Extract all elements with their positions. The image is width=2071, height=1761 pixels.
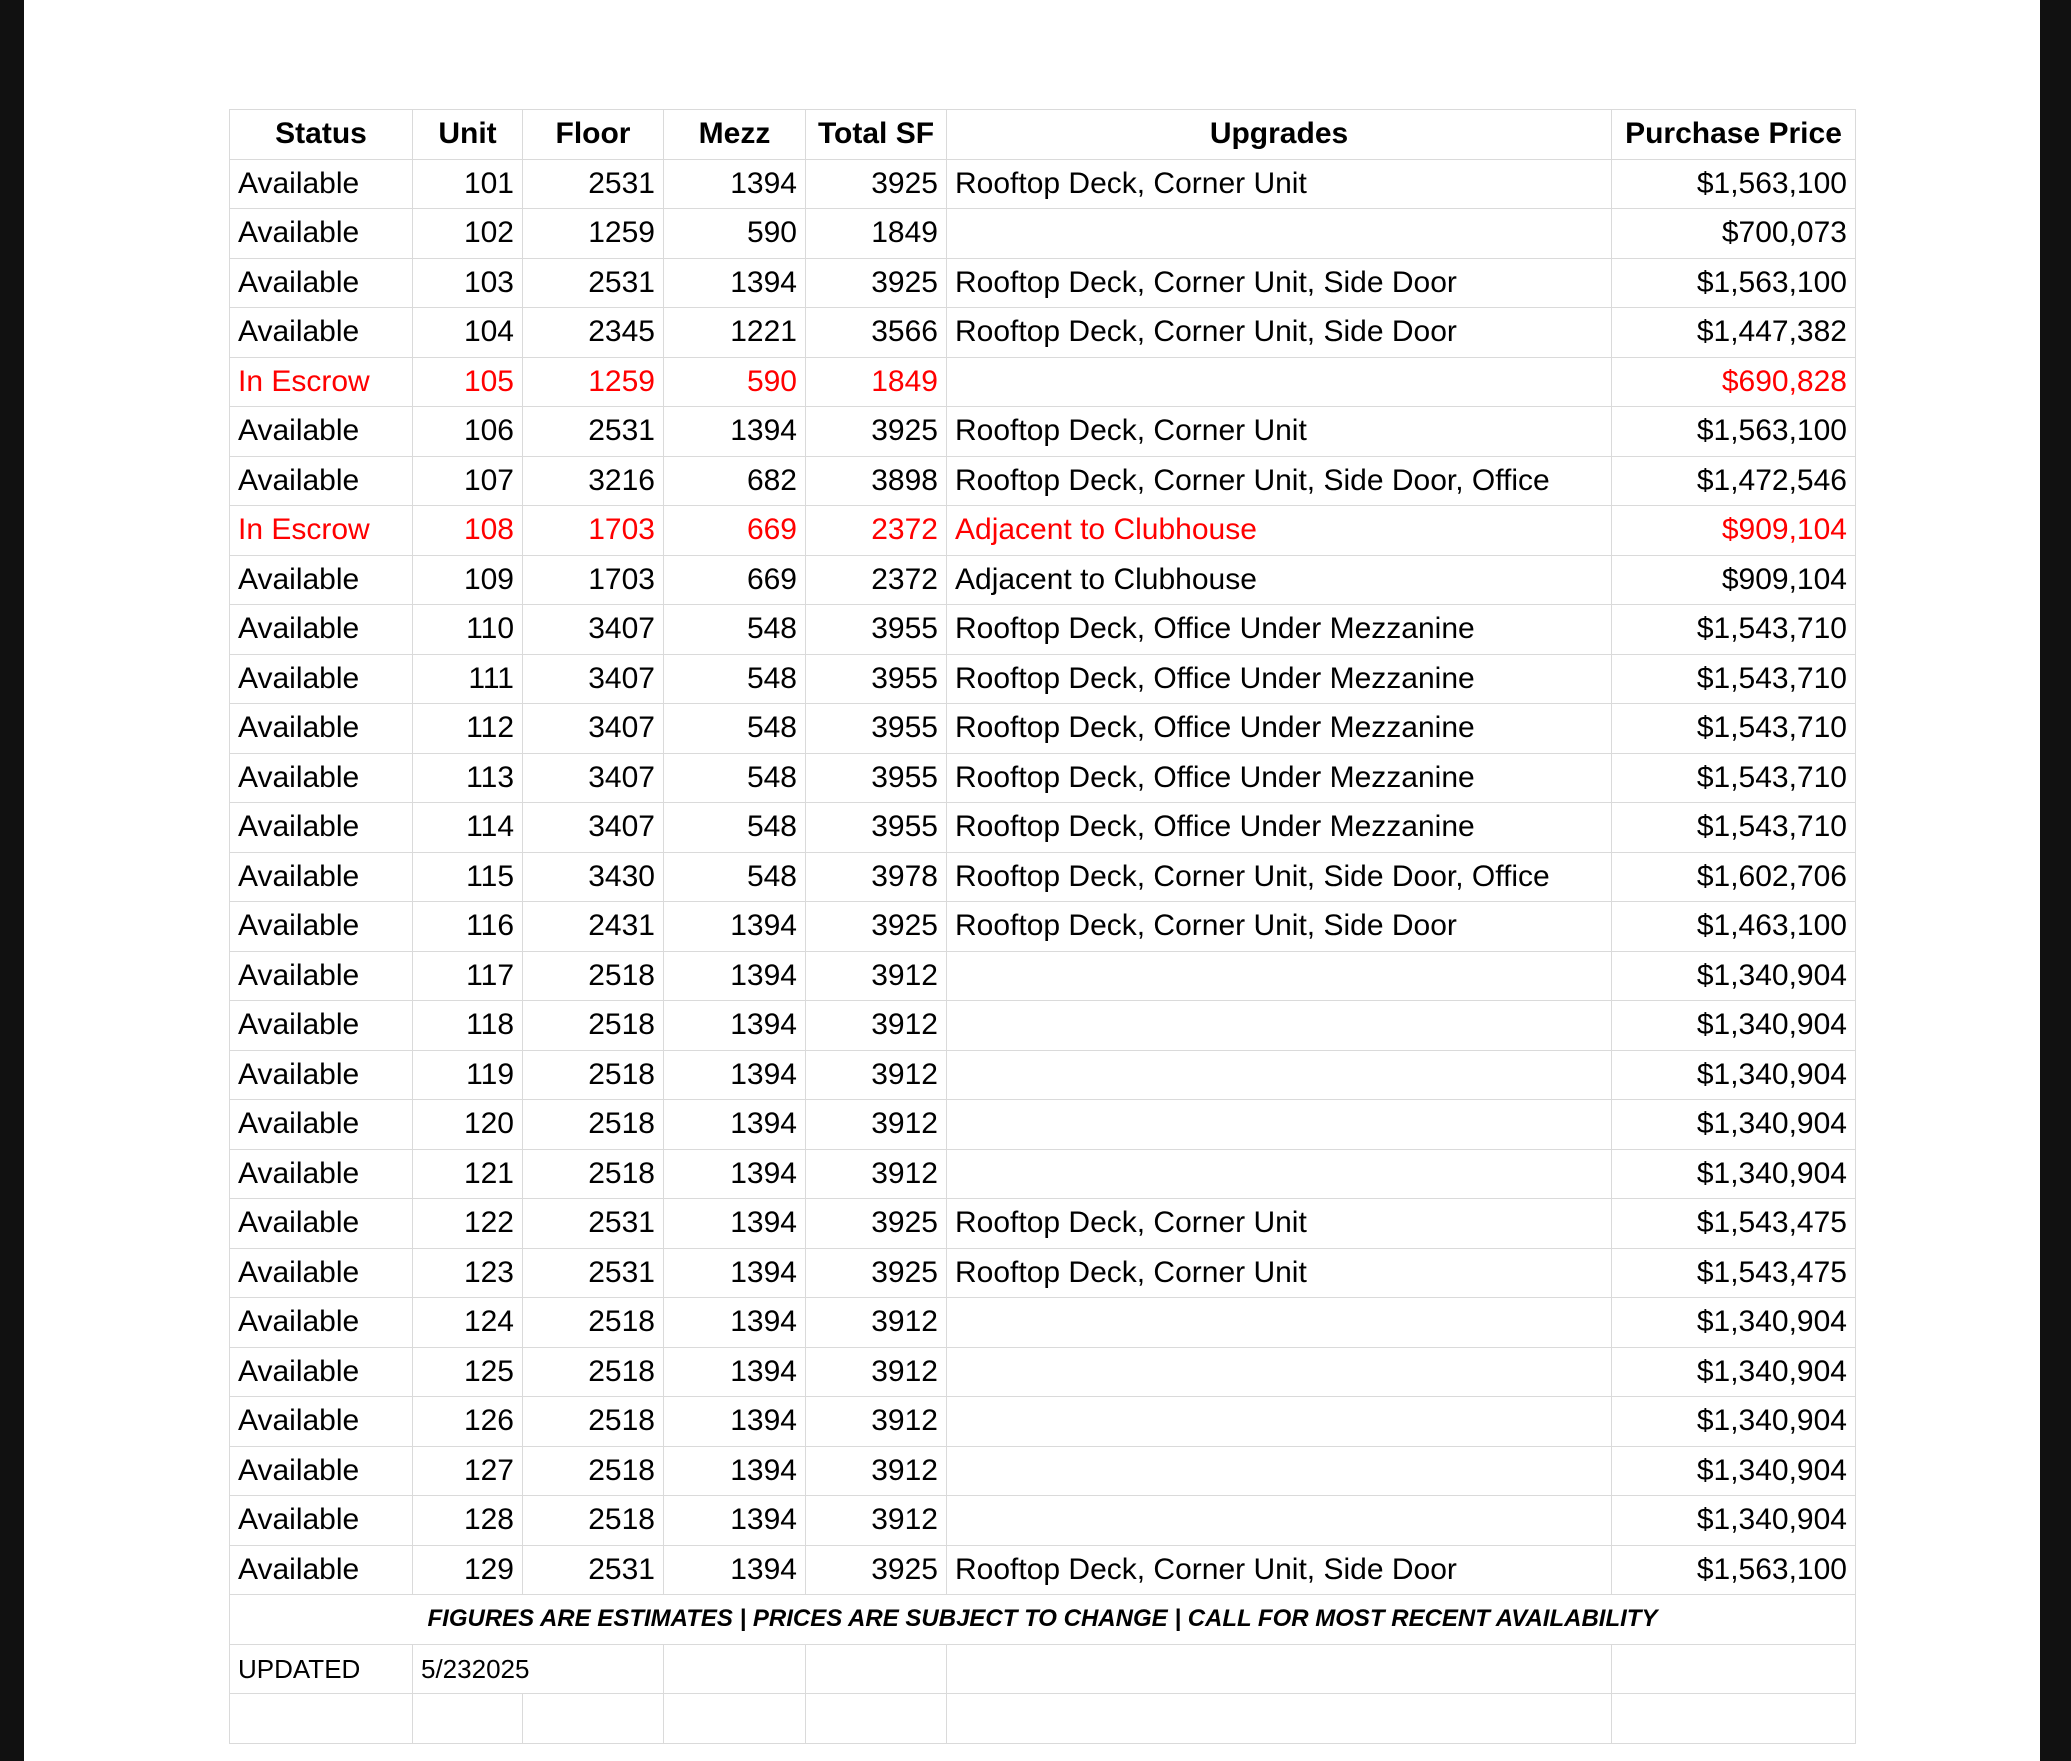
header-floor: Floor <box>523 110 664 160</box>
empty-cell <box>947 1644 1612 1694</box>
cell-floor: 2518 <box>523 1100 664 1150</box>
cell-status: Available <box>230 308 413 358</box>
cell-total-sf: 3912 <box>806 1496 947 1546</box>
cell-total-sf: 3978 <box>806 852 947 902</box>
updated-label: UPDATED <box>230 1644 413 1694</box>
table-row <box>230 1001 1856 1051</box>
cell-floor: 1703 <box>523 506 664 556</box>
cell-status: Available <box>230 704 413 754</box>
cell-floor: 2518 <box>523 1050 664 1100</box>
cell-status: Available <box>230 1001 413 1051</box>
cell-unit: 104 <box>413 308 523 358</box>
cell-mezz: 1221 <box>664 308 806 358</box>
cell-status: Available <box>230 209 413 259</box>
cell-upgrades: Rooftop Deck, Corner Unit, Side Door <box>947 308 1612 358</box>
cell-floor: 3407 <box>523 654 664 704</box>
cell-unit: 110 <box>413 605 523 655</box>
cell-purchase-price: $1,543,710 <box>1612 803 1856 853</box>
header-mezz: Mezz <box>664 110 806 160</box>
cell-status: In Escrow <box>230 357 413 407</box>
table-row <box>230 1397 1856 1447</box>
cell-purchase-price: $1,340,904 <box>1612 1100 1856 1150</box>
empty-cell <box>1612 1694 1856 1744</box>
cell-unit: 114 <box>413 803 523 853</box>
cell-status: Available <box>230 1397 413 1447</box>
cell-total-sf: 3912 <box>806 951 947 1001</box>
header-upgrades: Upgrades <box>947 110 1612 160</box>
cell-purchase-price: $1,340,904 <box>1612 1347 1856 1397</box>
cell-mezz: 1394 <box>664 1149 806 1199</box>
cell-floor: 1703 <box>523 555 664 605</box>
cell-upgrades <box>947 1298 1612 1348</box>
table-row <box>230 753 1856 803</box>
cell-purchase-price: $1,543,475 <box>1612 1199 1856 1249</box>
cell-mezz: 548 <box>664 753 806 803</box>
cell-purchase-price: $1,340,904 <box>1612 1001 1856 1051</box>
cell-floor: 2518 <box>523 1149 664 1199</box>
cell-floor: 3216 <box>523 456 664 506</box>
header-purchase-price: Purchase Price <box>1612 110 1856 160</box>
cell-upgrades: Rooftop Deck, Office Under Mezzanine <box>947 704 1612 754</box>
cell-total-sf: 3912 <box>806 1397 947 1447</box>
table-row <box>230 506 1856 556</box>
table-row <box>230 555 1856 605</box>
cell-total-sf: 3925 <box>806 1199 947 1249</box>
cell-floor: 2531 <box>523 159 664 209</box>
cell-purchase-price: $1,543,475 <box>1612 1248 1856 1298</box>
cell-status: Available <box>230 1496 413 1546</box>
cell-upgrades <box>947 951 1612 1001</box>
cell-purchase-price: $1,563,100 <box>1612 159 1856 209</box>
cell-mezz: 1394 <box>664 1397 806 1447</box>
cell-mezz: 1394 <box>664 1347 806 1397</box>
cell-total-sf: 3912 <box>806 1298 947 1348</box>
cell-mezz: 1394 <box>664 1199 806 1249</box>
cell-unit: 101 <box>413 159 523 209</box>
cell-upgrades: Rooftop Deck, Corner Unit, Side Door <box>947 258 1612 308</box>
cell-purchase-price: $700,073 <box>1612 209 1856 259</box>
disclaimer-notice: FIGURES ARE ESTIMATES | PRICES ARE SUBJECT TO CHANGE | CALL FOR MOST RECENT AVAILABILITY <box>230 1595 1856 1645</box>
cell-total-sf: 3912 <box>806 1001 947 1051</box>
cell-total-sf: 3955 <box>806 803 947 853</box>
cell-total-sf: 2372 <box>806 506 947 556</box>
cell-purchase-price: $1,463,100 <box>1612 902 1856 952</box>
cell-total-sf: 3925 <box>806 258 947 308</box>
cell-purchase-price: $1,340,904 <box>1612 1149 1856 1199</box>
cell-floor: 1259 <box>523 209 664 259</box>
blank-row <box>230 1694 1856 1744</box>
cell-status: Available <box>230 456 413 506</box>
cell-mezz: 1394 <box>664 159 806 209</box>
table-row <box>230 1446 1856 1496</box>
empty-cell <box>947 1694 1612 1744</box>
cell-total-sf: 3925 <box>806 1545 947 1595</box>
cell-floor: 2531 <box>523 1248 664 1298</box>
cell-purchase-price: $1,543,710 <box>1612 654 1856 704</box>
cell-mezz: 548 <box>664 704 806 754</box>
cell-purchase-price: $1,602,706 <box>1612 852 1856 902</box>
cell-unit: 116 <box>413 902 523 952</box>
cell-mezz: 590 <box>664 209 806 259</box>
cell-floor: 1259 <box>523 357 664 407</box>
cell-total-sf: 3912 <box>806 1347 947 1397</box>
updated-row <box>230 1644 1856 1694</box>
cell-purchase-price: $1,563,100 <box>1612 407 1856 457</box>
cell-mezz: 548 <box>664 605 806 655</box>
cell-mezz: 1394 <box>664 1248 806 1298</box>
cell-purchase-price: $1,447,382 <box>1612 308 1856 358</box>
cell-upgrades: Rooftop Deck, Corner Unit, Side Door <box>947 1545 1612 1595</box>
cell-upgrades: Adjacent to Clubhouse <box>947 506 1612 556</box>
cell-status: In Escrow <box>230 506 413 556</box>
cell-unit: 127 <box>413 1446 523 1496</box>
cell-purchase-price: $1,563,100 <box>1612 258 1856 308</box>
cell-mezz: 548 <box>664 852 806 902</box>
cell-status: Available <box>230 753 413 803</box>
cell-upgrades <box>947 1001 1612 1051</box>
cell-mezz: 1394 <box>664 1446 806 1496</box>
cell-unit: 122 <box>413 1199 523 1249</box>
table-row <box>230 1496 1856 1546</box>
cell-purchase-price: $1,340,904 <box>1612 1050 1856 1100</box>
table-row <box>230 258 1856 308</box>
cell-status: Available <box>230 852 413 902</box>
cell-purchase-price: $1,563,100 <box>1612 1545 1856 1595</box>
cell-upgrades: Rooftop Deck, Office Under Mezzanine <box>947 803 1612 853</box>
cell-upgrades <box>947 1496 1612 1546</box>
cell-floor: 2518 <box>523 1496 664 1546</box>
cell-status: Available <box>230 902 413 952</box>
cell-upgrades <box>947 357 1612 407</box>
cell-upgrades: Rooftop Deck, Corner Unit, Side Door, Office <box>947 852 1612 902</box>
empty-cell <box>230 1694 413 1744</box>
cell-upgrades: Rooftop Deck, Corner Unit <box>947 407 1612 457</box>
table-row <box>230 605 1856 655</box>
cell-total-sf: 3925 <box>806 902 947 952</box>
cell-unit: 117 <box>413 951 523 1001</box>
cell-upgrades: Rooftop Deck, Office Under Mezzanine <box>947 605 1612 655</box>
cell-total-sf: 3898 <box>806 456 947 506</box>
table-row <box>230 357 1856 407</box>
cell-mezz: 1394 <box>664 258 806 308</box>
cell-mezz: 1394 <box>664 902 806 952</box>
cell-upgrades <box>947 1149 1612 1199</box>
cell-unit: 107 <box>413 456 523 506</box>
cell-floor: 2531 <box>523 258 664 308</box>
cell-floor: 3407 <box>523 704 664 754</box>
table-row <box>230 852 1856 902</box>
cell-floor: 2531 <box>523 1199 664 1249</box>
table-row <box>230 1545 1856 1595</box>
cell-purchase-price: $1,543,710 <box>1612 704 1856 754</box>
cell-floor: 2518 <box>523 1446 664 1496</box>
empty-cell <box>806 1694 947 1744</box>
cell-floor: 2518 <box>523 1397 664 1447</box>
cell-total-sf: 3955 <box>806 654 947 704</box>
cell-purchase-price: $1,472,546 <box>1612 456 1856 506</box>
cell-status: Available <box>230 1298 413 1348</box>
cell-unit: 115 <box>413 852 523 902</box>
cell-floor: 2518 <box>523 1298 664 1348</box>
table-row <box>230 803 1856 853</box>
cell-purchase-price: $1,340,904 <box>1612 1446 1856 1496</box>
cell-upgrades <box>947 1050 1612 1100</box>
cell-total-sf: 3912 <box>806 1050 947 1100</box>
cell-purchase-price: $909,104 <box>1612 555 1856 605</box>
cell-status: Available <box>230 1050 413 1100</box>
cell-status: Available <box>230 1149 413 1199</box>
cell-total-sf: 2372 <box>806 555 947 605</box>
cell-status: Available <box>230 1248 413 1298</box>
cell-mezz: 548 <box>664 803 806 853</box>
cell-unit: 128 <box>413 1496 523 1546</box>
table-row <box>230 159 1856 209</box>
notice-row <box>230 1595 1856 1645</box>
cell-purchase-price: $690,828 <box>1612 357 1856 407</box>
cell-mezz: 669 <box>664 506 806 556</box>
cell-upgrades: Rooftop Deck, Office Under Mezzanine <box>947 753 1612 803</box>
cell-floor: 2531 <box>523 1545 664 1595</box>
cell-mezz: 1394 <box>664 1100 806 1150</box>
empty-cell <box>523 1694 664 1744</box>
table-row <box>230 951 1856 1001</box>
cell-status: Available <box>230 1100 413 1150</box>
cell-unit: 102 <box>413 209 523 259</box>
cell-purchase-price: $1,340,904 <box>1612 1496 1856 1546</box>
cell-mezz: 1394 <box>664 1050 806 1100</box>
cell-unit: 129 <box>413 1545 523 1595</box>
table-row <box>230 407 1856 457</box>
table-body <box>230 159 1856 1595</box>
cell-total-sf: 3912 <box>806 1100 947 1150</box>
cell-mezz: 1394 <box>664 1496 806 1546</box>
cell-status: Available <box>230 159 413 209</box>
table-row <box>230 654 1856 704</box>
cell-upgrades <box>947 1100 1612 1150</box>
cell-upgrades: Rooftop Deck, Office Under Mezzanine <box>947 654 1612 704</box>
table-row <box>230 1347 1856 1397</box>
cell-purchase-price: $1,340,904 <box>1612 1298 1856 1348</box>
table-row <box>230 1100 1856 1150</box>
updated-date: 5/232025 <box>413 1644 664 1694</box>
cell-floor: 3430 <box>523 852 664 902</box>
cell-upgrades: Rooftop Deck, Corner Unit <box>947 1248 1612 1298</box>
cell-floor: 2518 <box>523 1001 664 1051</box>
table-row <box>230 1199 1856 1249</box>
cell-total-sf: 3925 <box>806 1248 947 1298</box>
empty-cell <box>413 1694 523 1744</box>
cell-floor: 2431 <box>523 902 664 952</box>
cell-total-sf: 1849 <box>806 357 947 407</box>
cell-unit: 106 <box>413 407 523 457</box>
cell-floor: 3407 <box>523 753 664 803</box>
cell-total-sf: 3912 <box>806 1446 947 1496</box>
cell-purchase-price: $1,340,904 <box>1612 1397 1856 1447</box>
cell-upgrades: Rooftop Deck, Corner Unit, Side Door, Office <box>947 456 1612 506</box>
table-row <box>230 1149 1856 1199</box>
empty-cell <box>664 1694 806 1744</box>
cell-floor: 2518 <box>523 1347 664 1397</box>
table-row <box>230 1298 1856 1348</box>
spreadsheet-page <box>24 0 2040 1761</box>
cell-floor: 2345 <box>523 308 664 358</box>
cell-status: Available <box>230 555 413 605</box>
cell-status: Available <box>230 1347 413 1397</box>
cell-upgrades <box>947 1397 1612 1447</box>
cell-upgrades: Rooftop Deck, Corner Unit <box>947 159 1612 209</box>
table-row <box>230 1248 1856 1298</box>
cell-status: Available <box>230 654 413 704</box>
cell-unit: 123 <box>413 1248 523 1298</box>
cell-unit: 119 <box>413 1050 523 1100</box>
availability-table <box>229 109 1856 1744</box>
table-row <box>230 1050 1856 1100</box>
cell-unit: 109 <box>413 555 523 605</box>
cell-unit: 120 <box>413 1100 523 1150</box>
header-status: Status <box>230 110 413 160</box>
cell-status: Available <box>230 605 413 655</box>
table-row <box>230 902 1856 952</box>
cell-status: Available <box>230 1446 413 1496</box>
cell-status: Available <box>230 803 413 853</box>
header-unit: Unit <box>413 110 523 160</box>
cell-purchase-price: $1,543,710 <box>1612 753 1856 803</box>
empty-cell <box>1612 1644 1856 1694</box>
cell-unit: 103 <box>413 258 523 308</box>
cell-total-sf: 3566 <box>806 308 947 358</box>
cell-floor: 2531 <box>523 407 664 457</box>
cell-upgrades: Rooftop Deck, Corner Unit, Side Door <box>947 902 1612 952</box>
table-row <box>230 704 1856 754</box>
cell-mezz: 1394 <box>664 1298 806 1348</box>
cell-upgrades <box>947 1347 1612 1397</box>
cell-mezz: 590 <box>664 357 806 407</box>
cell-status: Available <box>230 1199 413 1249</box>
cell-upgrades: Adjacent to Clubhouse <box>947 555 1612 605</box>
cell-unit: 113 <box>413 753 523 803</box>
cell-mezz: 1394 <box>664 1545 806 1595</box>
cell-purchase-price: $1,543,710 <box>1612 605 1856 655</box>
table-row <box>230 456 1856 506</box>
table-row <box>230 209 1856 259</box>
cell-mezz: 1394 <box>664 951 806 1001</box>
cell-status: Available <box>230 258 413 308</box>
cell-upgrades: Rooftop Deck, Corner Unit <box>947 1199 1612 1249</box>
cell-unit: 124 <box>413 1298 523 1348</box>
cell-floor: 2518 <box>523 951 664 1001</box>
cell-total-sf: 3925 <box>806 407 947 457</box>
cell-total-sf: 3955 <box>806 605 947 655</box>
cell-unit: 105 <box>413 357 523 407</box>
empty-cell <box>806 1644 947 1694</box>
cell-mezz: 1394 <box>664 407 806 457</box>
table-row <box>230 308 1856 358</box>
cell-status: Available <box>230 1545 413 1595</box>
cell-status: Available <box>230 407 413 457</box>
cell-upgrades <box>947 1446 1612 1496</box>
cell-purchase-price: $909,104 <box>1612 506 1856 556</box>
cell-total-sf: 1849 <box>806 209 947 259</box>
cell-mezz: 669 <box>664 555 806 605</box>
cell-floor: 3407 <box>523 803 664 853</box>
cell-unit: 126 <box>413 1397 523 1447</box>
cell-mezz: 682 <box>664 456 806 506</box>
cell-unit: 108 <box>413 506 523 556</box>
cell-total-sf: 3955 <box>806 753 947 803</box>
cell-mezz: 548 <box>664 654 806 704</box>
cell-mezz: 1394 <box>664 1001 806 1051</box>
cell-total-sf: 3925 <box>806 159 947 209</box>
cell-upgrades <box>947 209 1612 259</box>
cell-total-sf: 3955 <box>806 704 947 754</box>
cell-purchase-price: $1,340,904 <box>1612 951 1856 1001</box>
cell-unit: 121 <box>413 1149 523 1199</box>
header-total-sf: Total SF <box>806 110 947 160</box>
cell-unit: 125 <box>413 1347 523 1397</box>
empty-cell <box>664 1644 806 1694</box>
cell-unit: 111 <box>413 654 523 704</box>
header-row <box>230 110 1856 160</box>
cell-unit: 112 <box>413 704 523 754</box>
cell-floor: 3407 <box>523 605 664 655</box>
cell-unit: 118 <box>413 1001 523 1051</box>
cell-total-sf: 3912 <box>806 1149 947 1199</box>
cell-status: Available <box>230 951 413 1001</box>
